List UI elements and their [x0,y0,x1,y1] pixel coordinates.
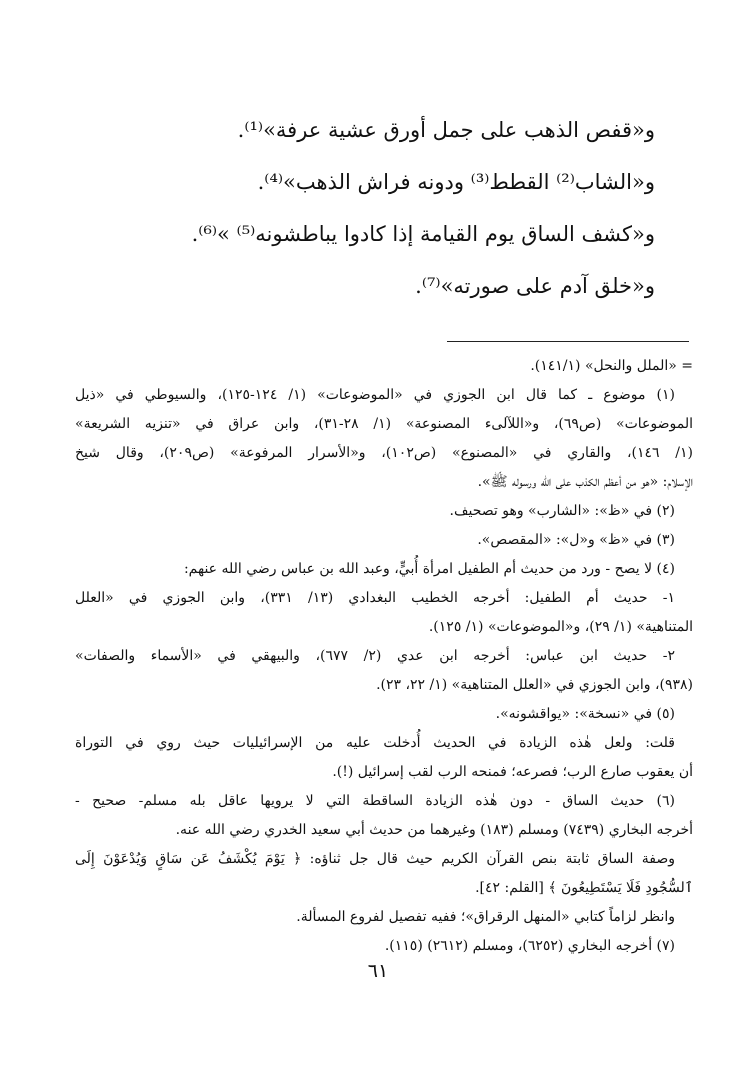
main-text-line: و«قفص الذهب على جمل أورق عشية عرفة»⁽¹⁾. [237,118,655,142]
footnote-1-line: الإسلام: «هو من أعظم الكذب على الله ورسوله ﷺ». [477,474,693,490]
footnote-5: (٥) في «نسخة»: «يواقشونه». [495,706,675,722]
main-text-line: و«الشاب⁽²⁾ القطط⁽³⁾ ودونه فراش الذهب»⁽⁴⁾. [257,170,655,194]
footnote-1: (١) موضوع ـ كما قال ابن الجوزي في «الموضوعات» (١/ ١٢٤-١٢٥)، والسيوطي في «ذيل [75,387,676,403]
footnote-4-line: المتناهية» (١/ ٢٩)، و«الموضوعات» (١/ ١٢٥). [428,619,693,635]
footnote-1-line: الموضوعات» (ص٦٩)، و«اللآلىء المصنوعة» (١/ ٢٨-٣١)، وابن عراق في «تنزيه الشريعة» [75,416,693,432]
footnote-continuation: = «الملل والنحل» (١٤١/١). [530,358,693,374]
footnote-1-line: (١/ ١٤٦)، والقاري في «المصنوع» (ص١٠٢)، و«الأسرار المرفوعة» (ص٢٠٩)، وقال شيخ [75,445,693,461]
footnote-separator [447,341,689,342]
footnotes-block [75,352,693,961]
footnote-4-line: ١- حديث أم الطفيل: أخرجه الخطيب البغدادي (١٣/ ٣٣١)، وابن الجوزي في «العلل [75,590,675,606]
main-text-line: و«خلق آدم على صورته»⁽⁷⁾. [415,274,655,298]
footnote-4-line: ٢- حديث ابن عباس: أخرجه ابن عدي (٢/ ٦٧٧)، والبيهقي في «الأسماء والصفات» [75,648,675,664]
footnote-2: (٢) في «ظ»: «الشارب» وهو تصحيف. [449,503,675,519]
main-text-block [135,110,655,318]
footnote-6-line: وانظر لزاماً كتابي «المنهل الرقراق»؛ ففيه تفصيل لفروع المسألة. [296,909,675,925]
footnote-4-line: (٩٣٨)، وابن الجوزي في «العلل المتناهية» (١/ ٢٢، ٢٣). [376,677,693,693]
footnote-6-line: ٱلسُّجُودِ فَلَا يَسْتَطِيعُونَ ﴾ [القلم: ٤٢]. [475,880,693,896]
footnote-3: (٣) في «ظ» و«ل»: «المقصص». [477,532,675,548]
footnote-6-line: وصفة الساق ثابتة بنص القرآن الكريم حيث قال جل ثناؤه: ﴿ يَوْمَ يُكْشَفُ عَن سَاقٍ وَيُدْعَوْنَ إِلَى [75,851,675,867]
footnote-4: (٤) لا يصح - ورد من حديث أم الطفيل امرأة أُبيٍّ، وعبد الله بن عباس رضي الله عنهم: [183,561,675,577]
footnote-6: (٦) حديث الساق - دون هٰذه الزيادة الساقطة التي لا يرويها عاقل بله مسلم- صحيح - [75,793,675,809]
footnote-6-line: أخرجه البخاري (٧٤٣٩) ومسلم (١٨٣) وغيرهما من حديث أبي سعيد الخدري رضي الله عنه. [175,822,693,838]
page-number: ٦١ [367,960,389,982]
footnote-7: (٧) أخرجه البخاري (٦٢٥٢)، ومسلم (٢٦١٢) (١١٥). [384,938,675,954]
footnote-5-line: أن يعقوب صارع الرب؛ فصرعه؛ فمنحه الرب لقب إسرائيل (!). [332,764,693,780]
main-text-line: و«كشف الساق يوم القيامة إذا كادوا يباطشونه⁽⁵⁾ »⁽⁶⁾. [191,222,655,246]
footnote-5-line: قلت: ولعل هٰذه الزيادة في الحديث أُدخلت عليه من الإسرائيليات حيث روي في التوراة [75,735,675,751]
